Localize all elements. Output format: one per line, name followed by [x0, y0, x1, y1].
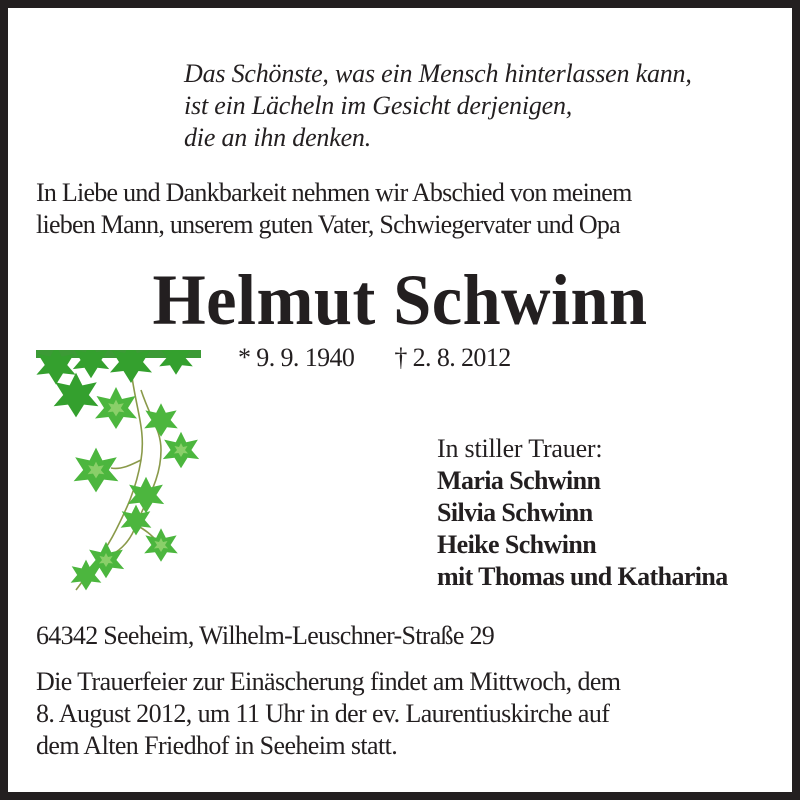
mourner-name: mit Thomas und Katharina	[437, 562, 728, 591]
intro-line: In Liebe und Dankbarkeit nehmen wir Abschied von meinem	[36, 178, 632, 207]
ivy-vine-image	[36, 350, 211, 595]
death-date: † 2. 8. 2012	[394, 343, 511, 372]
mourners-heading: In stiller Trauer:	[437, 434, 603, 463]
service-line: dem Alten Friedhof in Seeheim statt.	[36, 731, 398, 760]
motto-quote	[184, 58, 784, 154]
mourner-name: Silvia Schwinn	[437, 498, 593, 527]
motto-line: die an ihn denken.	[184, 123, 372, 152]
life-dates	[238, 342, 511, 374]
deceased-name: Helmut Schwinn	[152, 260, 648, 340]
birth-date: * 9. 9. 1940	[238, 343, 355, 372]
intro-text	[36, 177, 776, 241]
service-line: Die Trauerfeier zur Einäscherung findet am Mittwoch, dem	[36, 667, 621, 696]
motto-line: Das Schönste, was ein Mensch hinterlassen kann,	[184, 59, 692, 88]
mourners-block	[437, 433, 728, 593]
service-info	[36, 666, 766, 762]
service-line: 8. August 2012, um 11 Uhr in der ev. Laurentiuskirche auf	[36, 699, 610, 728]
mourners-names	[437, 465, 728, 593]
motto-line: ist ein Lächeln im Gesicht derjenigen,	[184, 91, 573, 120]
address: 64342 Seeheim, Wilhelm-Leuschner-Straße 29	[36, 621, 495, 650]
intro-line: lieben Mann, unserem guten Vater, Schwiegervater und Opa	[36, 210, 620, 239]
mourner-name: Maria Schwinn	[437, 466, 601, 495]
mourner-name: Heike Schwinn	[437, 530, 597, 559]
